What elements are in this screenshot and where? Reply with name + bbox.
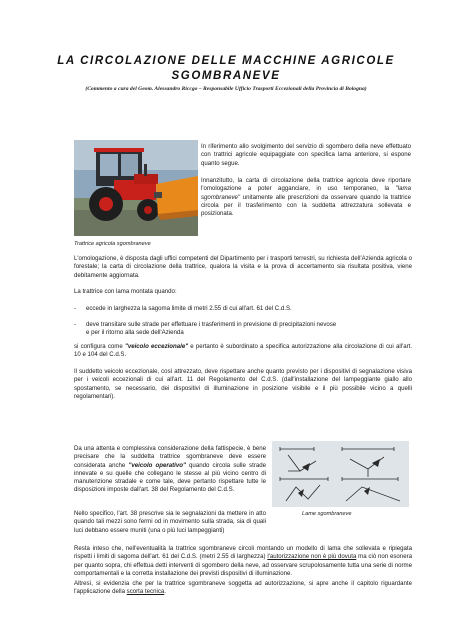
scorta-tecnica-underlined: scorta tecnica [126, 588, 165, 596]
configura-paragraph [74, 343, 412, 360]
attenta-text-c: quando circola sulle strade innevate e su quelle che collegano le stesse al più vicino centro di manutenzione stradale e come tale, deve pertanto rispettare tutte le disposizioni imposte dall'art. 38 del Regolamento del C.d.S. [74, 461, 266, 494]
veicolo-eccezionale-emphasis: "veicolo eccezionale" [124, 343, 189, 350]
configura-text-c: e pertanto è subordinato a specifica autorizzazione alla circolazione di cui all'art. 10 e 104 del C.d.S. [74, 343, 413, 359]
art38-paragraph: Nello specifico, l'art. 38 prescrive sia le segnalazioni da mettere in atto quando tali mezzi sono fermi od in movimento sulla strada, sia di quali luci debbano essere muniti (una o più luci lampeggianti) [74, 510, 266, 534]
lama-sgombraneve-emphasis: "lama sgombraneve" [201, 185, 411, 201]
resta-text-b: ma ciò non esonera per quanto sopra, chi effettua detti interventi di sgombero della neve, ad osservare scrupolosamente tutta una serie di norme comportamentali e la corretta installazione dei previsti dispositivi di illuminazione. [74, 553, 413, 577]
resta-inteso-paragraph [74, 545, 412, 578]
bullet-item-2 [86, 321, 412, 338]
tractor-snowplow-photo [74, 140, 198, 236]
attenta-paragraph [74, 445, 266, 495]
document-subtitle: (Commento a cura del Geom. Alessandro Riccgo – Responsabile Ufficio Trasporti Eccezionali della Provincia di Bologna) [85, 86, 367, 92]
veicolo-operativo-emphasis: "veicolo operativo" [128, 461, 186, 469]
veicolo-eccezionale-paragraph: Il suddetto veicolo eccezionale, così attrezzato, deve rispettare anche quanto previsto per i dispositivi di segnalazione visiva per i veicoli eccezionali di cui all'art. 11 del Regolamento del C.d.S. (dall'installazione del lampeggiante giallo allo spostamento, se necessario, dei dispositivi di illuminazione in posizione visibile e il più possibile vicino a quelli regolamentari). [74, 368, 412, 400]
resta-text-a: Resta inteso che, nell'eventualità la trattrice sgombraneve circoli montando un modello di lama che sollevata e ripiegata rispetti i limiti di sagoma dell'art. 61 del C.d.S. (metri 2.55 di larghezza) [74, 545, 412, 561]
attenta-text-a: Da una attenta e complessiva considerazione della fattispecie, è bene precisare che la suddetta trattrice sgombraneve deve essere considerata anche [74, 445, 266, 469]
intro-p2-text-a: Innanzitutto, la carta di circolazione della trattrice agricola deve riportare l'omologazione a poter agganciare, in uso temporaneo, la [201, 177, 411, 193]
intro-paragraph-1: In riferimento allo svolgimento del servizio di sgombero della neve effettuato con trattrici agricole equipaggiate con specifica lama anteriore, si espone quanto segue. [201, 143, 411, 167]
title-line-2: SGOMBRANEVE [171, 70, 281, 82]
intro-p2-text-b: unitamente alle prescrizioni da osservare quando la trattrice circola per il trasferimento con la suddetta attrezzatura sollevata e posizionata. [201, 193, 411, 218]
bullet-item-1: eccede in larghezza la sagoma limite di metri 2.55 di cui all'art. 61 del C.d.S. [86, 305, 292, 312]
bullet-dash-1: - [74, 305, 77, 312]
photo-caption: Trattrice agricola sgombraneve [74, 241, 151, 247]
document-title [40, 54, 412, 84]
diagram-caption: Lame sgombraneve [302, 511, 352, 517]
lama-montata-paragraph: La trattrice con lama montata quando: [74, 288, 177, 295]
altresi-text-b: . [164, 588, 166, 596]
autorizzazione-underlined: l'autorizzazione non è più dovuta [267, 553, 357, 561]
bullet-item-2-line-1: deve transitare sulle strade per effettuare i trasferimenti in previsione di precipitazioni nevose [86, 321, 337, 328]
title-line-1: LA CIRCOLAZIONE DELLE MACCHINE AGRICOLE [57, 55, 395, 67]
omologazione-paragraph: L'omologazione, è disposta dagli uffici competenti del Dipartimento per i trasporti terrestri, su richiesta dell'Azienda agricola o forestale; la carta di circolazione della trattrice, qualora la visita e la prova di accertamento sia risultata positiva, viene debitamente aggiornata. [74, 255, 412, 279]
intro-paragraph-2 [201, 177, 411, 218]
altresi-paragraph [74, 580, 412, 597]
bullet-item-2-line-2: e per il ritorno alla sede dell'Azienda [86, 329, 184, 337]
altresi-text-a: Altresì, si evidenzia che per la trattrice sgombraneve soggetta ad autorizzazione, si apre anche il capitolo riguardante l'applicazione della [74, 580, 412, 596]
configura-text-a: si configura come [74, 343, 125, 350]
bullet-dash-2: - [74, 321, 77, 328]
snowplow-blade-diagram [272, 441, 409, 507]
